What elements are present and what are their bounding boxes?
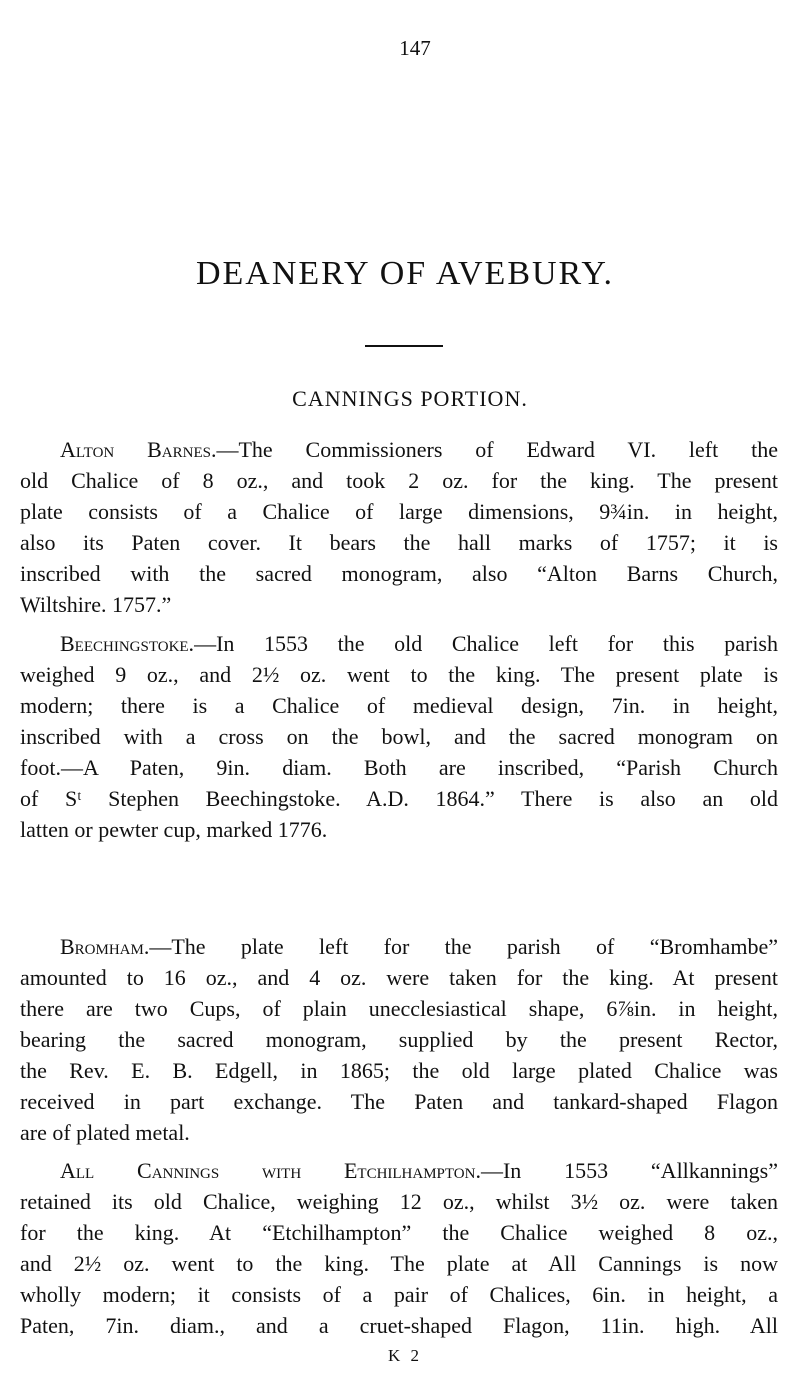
entry-heading: Alton Barnes.	[60, 437, 217, 462]
text-line-content: —In 1553 “Allkannings”	[480, 1158, 778, 1183]
text-line: there are two Cups, of plain unecclesiastical shape, 6⅞in. in height,	[20, 996, 778, 1021]
paragraph-alton-barnes	[20, 434, 778, 620]
text-line: received in part exchange. The Paten and tankard-shaped Flagon	[20, 1089, 778, 1114]
text-line	[20, 1155, 778, 1186]
text-line: also its Paten cover. It bears the hall marks of 1757; it is	[20, 530, 778, 555]
text-line: retained its old Chalice, weighing 12 oz., whilst 3½ oz. were taken	[20, 1189, 778, 1214]
text-line: amounted to 16 oz., and 4 oz. were taken for the king. At present	[20, 965, 778, 990]
paragraph-bromham	[20, 931, 778, 1148]
text-line-content: —The Commissioners of Edward VI. left the	[216, 437, 778, 462]
text-line: modern; there is a Chalice of medieval design, 7in. in height,	[20, 693, 778, 718]
text-line: latten or pewter cup, marked 1776.	[20, 817, 328, 842]
text-line: inscribed with the sacred monogram, also “Alton Barns Church,	[20, 561, 778, 586]
text-line: the Rev. E. B. Edgell, in 1865; the old large plated Chalice was	[20, 1058, 778, 1083]
text-line: foot.—A Paten, 9in. diam. Both are inscribed, “Parish Church	[20, 755, 778, 780]
text-line: inscribed with a cross on the bowl, and the sacred monogram on	[20, 724, 778, 749]
section-subtitle: CANNINGS PORTION.	[292, 386, 528, 411]
text-line	[20, 931, 778, 962]
text-line: weighed 9 oz., and 2½ oz. went to the king. The present plate is	[20, 662, 778, 687]
divider-rule	[365, 345, 443, 347]
entry-heading: Bromham.	[60, 934, 150, 959]
text-line: plate consists of a Chalice of large dimensions, 9¾in. in height,	[20, 499, 778, 524]
text-line: Wiltshire. 1757.”	[20, 592, 172, 617]
text-line: are of plated metal.	[20, 1120, 190, 1145]
text-line-content: —The plate left for the parish of “Bromhambe”	[149, 934, 778, 959]
page-number: 147	[399, 36, 431, 60]
text-line: old Chalice of 8 oz., and took 2 oz. for the king. The present	[20, 468, 778, 493]
text-line	[20, 434, 778, 465]
entry-heading: All Cannings with Etchilhampton.	[60, 1158, 481, 1183]
text-line: of Sᵗ Stephen Beechingstoke. A.D. 1864.” There is also an old	[20, 786, 778, 811]
paragraph-all-cannings	[20, 1155, 778, 1341]
text-line	[20, 628, 778, 659]
text-line: for the king. At “Etchilhampton” the Chalice weighed 8 oz.,	[20, 1220, 778, 1245]
page-title: DEANERY OF AVEBURY.	[195, 255, 615, 292]
entry-heading: Beechingstoke.	[60, 631, 195, 656]
text-line-content: —In 1553 the old Chalice left for this parish	[194, 631, 778, 656]
text-line: bearing the sacred monogram, supplied by the present Rector,	[20, 1027, 778, 1052]
text-line: wholly modern; it consists of a pair of Chalices, 6in. in height, a	[20, 1282, 778, 1307]
paragraph-beechingstoke	[20, 628, 778, 845]
text-line: Paten, 7in. diam., and a cruet-shaped Flagon, 11in. high. All	[20, 1313, 778, 1338]
signature-mark: K 2	[387, 1346, 423, 1365]
text-line: and 2½ oz. went to the king. The plate at All Cannings is now	[20, 1251, 778, 1276]
